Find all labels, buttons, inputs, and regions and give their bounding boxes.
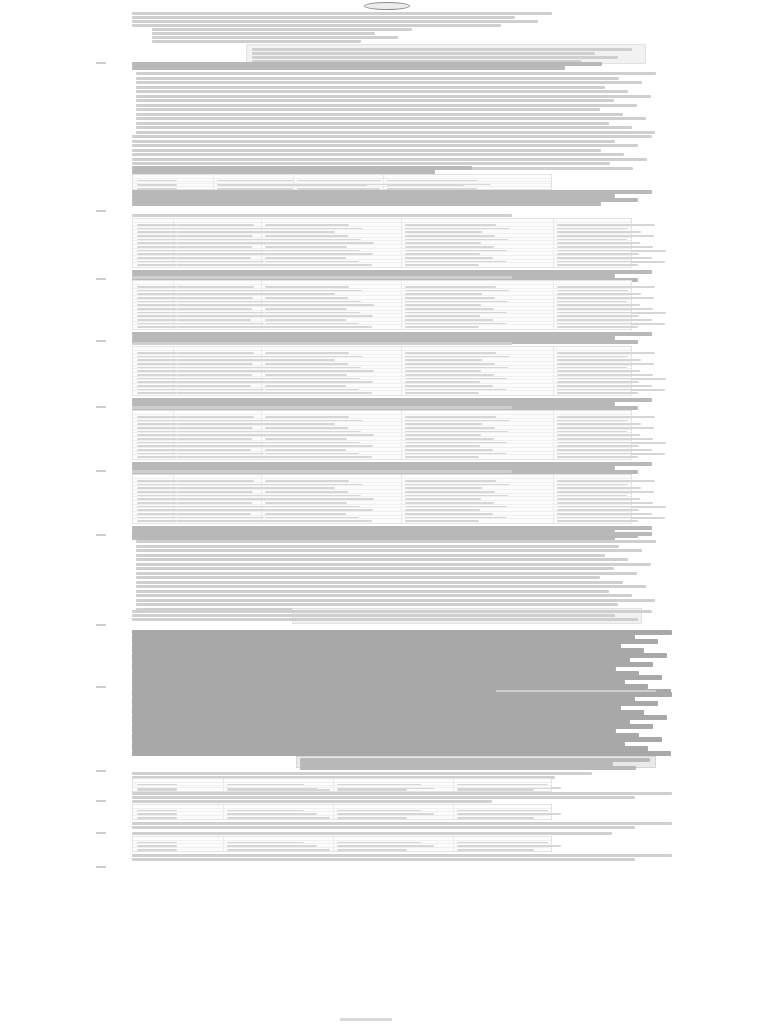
table-cell xyxy=(405,326,479,328)
text-line xyxy=(136,549,642,552)
table-row xyxy=(133,181,551,182)
text-line xyxy=(132,140,615,143)
table-cell xyxy=(337,817,407,819)
table-cell xyxy=(177,456,277,458)
text-line xyxy=(136,599,655,602)
text-line xyxy=(132,618,638,621)
text-line xyxy=(132,800,492,803)
table-cell xyxy=(265,326,372,328)
table-row xyxy=(133,414,631,415)
table-cell xyxy=(265,520,372,522)
text-line xyxy=(136,72,656,75)
text-line xyxy=(136,86,605,89)
table-row xyxy=(133,357,631,358)
table-row xyxy=(133,306,631,307)
table-row xyxy=(133,811,551,812)
text-line xyxy=(132,16,515,19)
table-row xyxy=(133,515,631,516)
text-line xyxy=(132,135,652,138)
data-table xyxy=(132,836,552,852)
table-row xyxy=(133,843,551,844)
table-row xyxy=(133,288,631,289)
section-separator xyxy=(96,624,106,626)
section-separator xyxy=(96,470,106,472)
section-separator xyxy=(96,210,106,212)
table-row xyxy=(133,847,551,848)
table-row xyxy=(133,291,631,292)
text-line xyxy=(132,202,601,206)
section-separator xyxy=(96,340,106,342)
table-row xyxy=(133,443,631,444)
text-line xyxy=(136,77,619,80)
document-page xyxy=(96,0,676,1024)
table-row xyxy=(133,313,631,314)
table-row xyxy=(133,229,631,230)
table-row xyxy=(133,262,631,263)
table-row xyxy=(133,489,631,490)
table-row xyxy=(133,284,631,285)
text-line xyxy=(132,66,565,70)
table-row xyxy=(133,432,631,433)
table-row xyxy=(133,500,631,501)
data-table xyxy=(132,778,552,792)
table-cell xyxy=(337,849,407,851)
table-row xyxy=(133,365,631,366)
text-line xyxy=(136,581,623,584)
table-row xyxy=(133,248,631,249)
text-line xyxy=(132,214,512,217)
data-table xyxy=(132,474,632,524)
table-row xyxy=(133,186,551,187)
section-separator xyxy=(96,770,106,772)
table-row xyxy=(133,425,631,426)
section-separator xyxy=(96,800,106,802)
table-row xyxy=(133,361,631,362)
table-row xyxy=(133,321,631,322)
table-cell xyxy=(227,849,330,851)
text-line xyxy=(136,99,614,102)
table-row xyxy=(133,237,631,238)
table-row xyxy=(133,507,631,508)
text-line xyxy=(136,113,623,116)
table-row xyxy=(133,295,631,296)
text-line xyxy=(136,131,655,134)
text-line xyxy=(152,36,398,39)
text-line xyxy=(252,52,595,55)
text-line xyxy=(136,126,632,129)
table-row xyxy=(133,383,631,384)
table-cell xyxy=(557,392,638,394)
data-table xyxy=(132,410,632,460)
data-table xyxy=(132,280,632,330)
table-cell xyxy=(137,392,177,394)
table-row xyxy=(133,454,631,455)
table-row xyxy=(133,511,631,512)
text-line xyxy=(136,122,609,125)
text-line xyxy=(152,28,412,31)
text-line xyxy=(132,24,501,27)
text-line xyxy=(132,162,610,165)
text-line xyxy=(136,603,618,606)
table-row xyxy=(133,376,631,377)
table-cell xyxy=(177,326,277,328)
table-row xyxy=(133,324,631,325)
table-row xyxy=(133,299,631,300)
data-table xyxy=(132,346,632,396)
text-line xyxy=(136,81,642,84)
text-line xyxy=(132,854,672,857)
text-line xyxy=(136,576,600,579)
table-cell xyxy=(405,456,479,458)
table-row xyxy=(133,233,631,234)
text-line xyxy=(132,751,671,756)
table-cell xyxy=(265,392,372,394)
table-row xyxy=(133,350,631,351)
table-row xyxy=(133,782,551,783)
text-line xyxy=(136,545,619,548)
text-line xyxy=(252,48,632,51)
text-line xyxy=(136,108,600,111)
table-row xyxy=(133,222,631,223)
table-cell xyxy=(405,264,479,266)
table-row xyxy=(133,478,631,479)
table-row xyxy=(133,310,631,311)
table-row xyxy=(133,244,631,245)
text-line xyxy=(252,56,618,59)
text-line xyxy=(136,95,651,98)
table-row xyxy=(133,379,631,380)
section-separator xyxy=(96,866,106,868)
table-cell xyxy=(137,520,177,522)
table-row xyxy=(133,240,631,241)
text-line xyxy=(136,104,637,107)
table-cell xyxy=(457,817,534,819)
page-footer xyxy=(340,1018,392,1021)
table-cell xyxy=(557,264,638,266)
text-line xyxy=(132,614,615,617)
table-row xyxy=(133,436,631,437)
table-row xyxy=(133,354,631,355)
table-row xyxy=(133,785,551,786)
text-line xyxy=(136,590,609,593)
table-cell xyxy=(557,326,638,328)
logo-icon xyxy=(364,2,410,10)
text-line xyxy=(136,90,628,93)
table-row xyxy=(133,255,631,256)
text-line xyxy=(132,772,592,775)
text-line xyxy=(136,554,605,557)
table-row xyxy=(133,178,551,179)
table-row xyxy=(133,368,631,369)
section-separator xyxy=(96,62,106,64)
table-row xyxy=(133,251,631,252)
text-line xyxy=(136,558,628,561)
table-row xyxy=(133,518,631,519)
table-row xyxy=(133,808,551,809)
text-line xyxy=(132,832,612,835)
table-row xyxy=(133,259,631,260)
table-cell xyxy=(177,392,277,394)
text-line xyxy=(132,796,635,799)
text-line xyxy=(132,858,635,861)
table-row xyxy=(133,815,551,816)
table-row xyxy=(133,183,551,184)
text-line xyxy=(136,567,614,570)
text-line xyxy=(132,276,512,279)
text-line xyxy=(132,342,512,345)
text-line xyxy=(132,12,552,15)
table-cell xyxy=(557,520,638,522)
table-cell xyxy=(457,849,534,851)
table-cell xyxy=(265,456,372,458)
table-row xyxy=(133,482,631,483)
text-line xyxy=(132,20,538,23)
table-row xyxy=(133,840,551,841)
table-row xyxy=(133,504,631,505)
table-row xyxy=(133,317,631,318)
text-line xyxy=(132,822,672,825)
section-separator xyxy=(96,278,106,280)
table-cell xyxy=(557,456,638,458)
table-row xyxy=(133,787,551,788)
text-line xyxy=(136,563,651,566)
table-row xyxy=(133,387,631,388)
section-separator xyxy=(96,832,106,834)
table-cell xyxy=(177,520,277,522)
table-row xyxy=(133,372,631,373)
table-cell xyxy=(137,456,177,458)
table-row xyxy=(133,418,631,419)
text-line xyxy=(132,470,512,473)
text-line xyxy=(136,117,646,120)
text-line xyxy=(300,766,636,770)
table-row xyxy=(133,496,631,497)
table-row xyxy=(133,447,631,448)
table-row xyxy=(133,302,631,303)
table-row xyxy=(133,429,631,430)
text-line xyxy=(152,40,361,43)
table-cell xyxy=(265,264,372,266)
text-line xyxy=(132,153,624,156)
text-line xyxy=(132,610,652,613)
text-line xyxy=(132,149,601,152)
table-row xyxy=(133,390,631,391)
table-cell xyxy=(177,264,277,266)
text-line xyxy=(132,406,512,409)
text-line xyxy=(136,572,637,575)
section-separator xyxy=(96,686,106,688)
text-line xyxy=(136,540,656,543)
table-cell xyxy=(405,392,479,394)
table-cell xyxy=(137,326,177,328)
text-line xyxy=(132,144,638,147)
section-separator xyxy=(96,406,106,408)
text-line xyxy=(152,32,375,35)
table-row xyxy=(133,226,631,227)
text-line xyxy=(136,585,646,588)
table-cell xyxy=(227,817,330,819)
table-cell xyxy=(137,849,177,851)
table-row xyxy=(133,493,631,494)
table-row xyxy=(133,421,631,422)
table-row xyxy=(133,485,631,486)
table-row xyxy=(133,451,631,452)
section-separator xyxy=(96,534,106,536)
data-table xyxy=(132,218,632,268)
table-cell xyxy=(137,264,177,266)
table-row xyxy=(133,440,631,441)
data-table xyxy=(132,174,552,190)
data-table xyxy=(132,804,552,820)
text-line xyxy=(132,792,672,795)
text-line xyxy=(136,594,632,597)
table-cell xyxy=(405,520,479,522)
text-line xyxy=(132,826,635,829)
table-cell xyxy=(137,817,177,819)
text-line xyxy=(132,158,647,161)
